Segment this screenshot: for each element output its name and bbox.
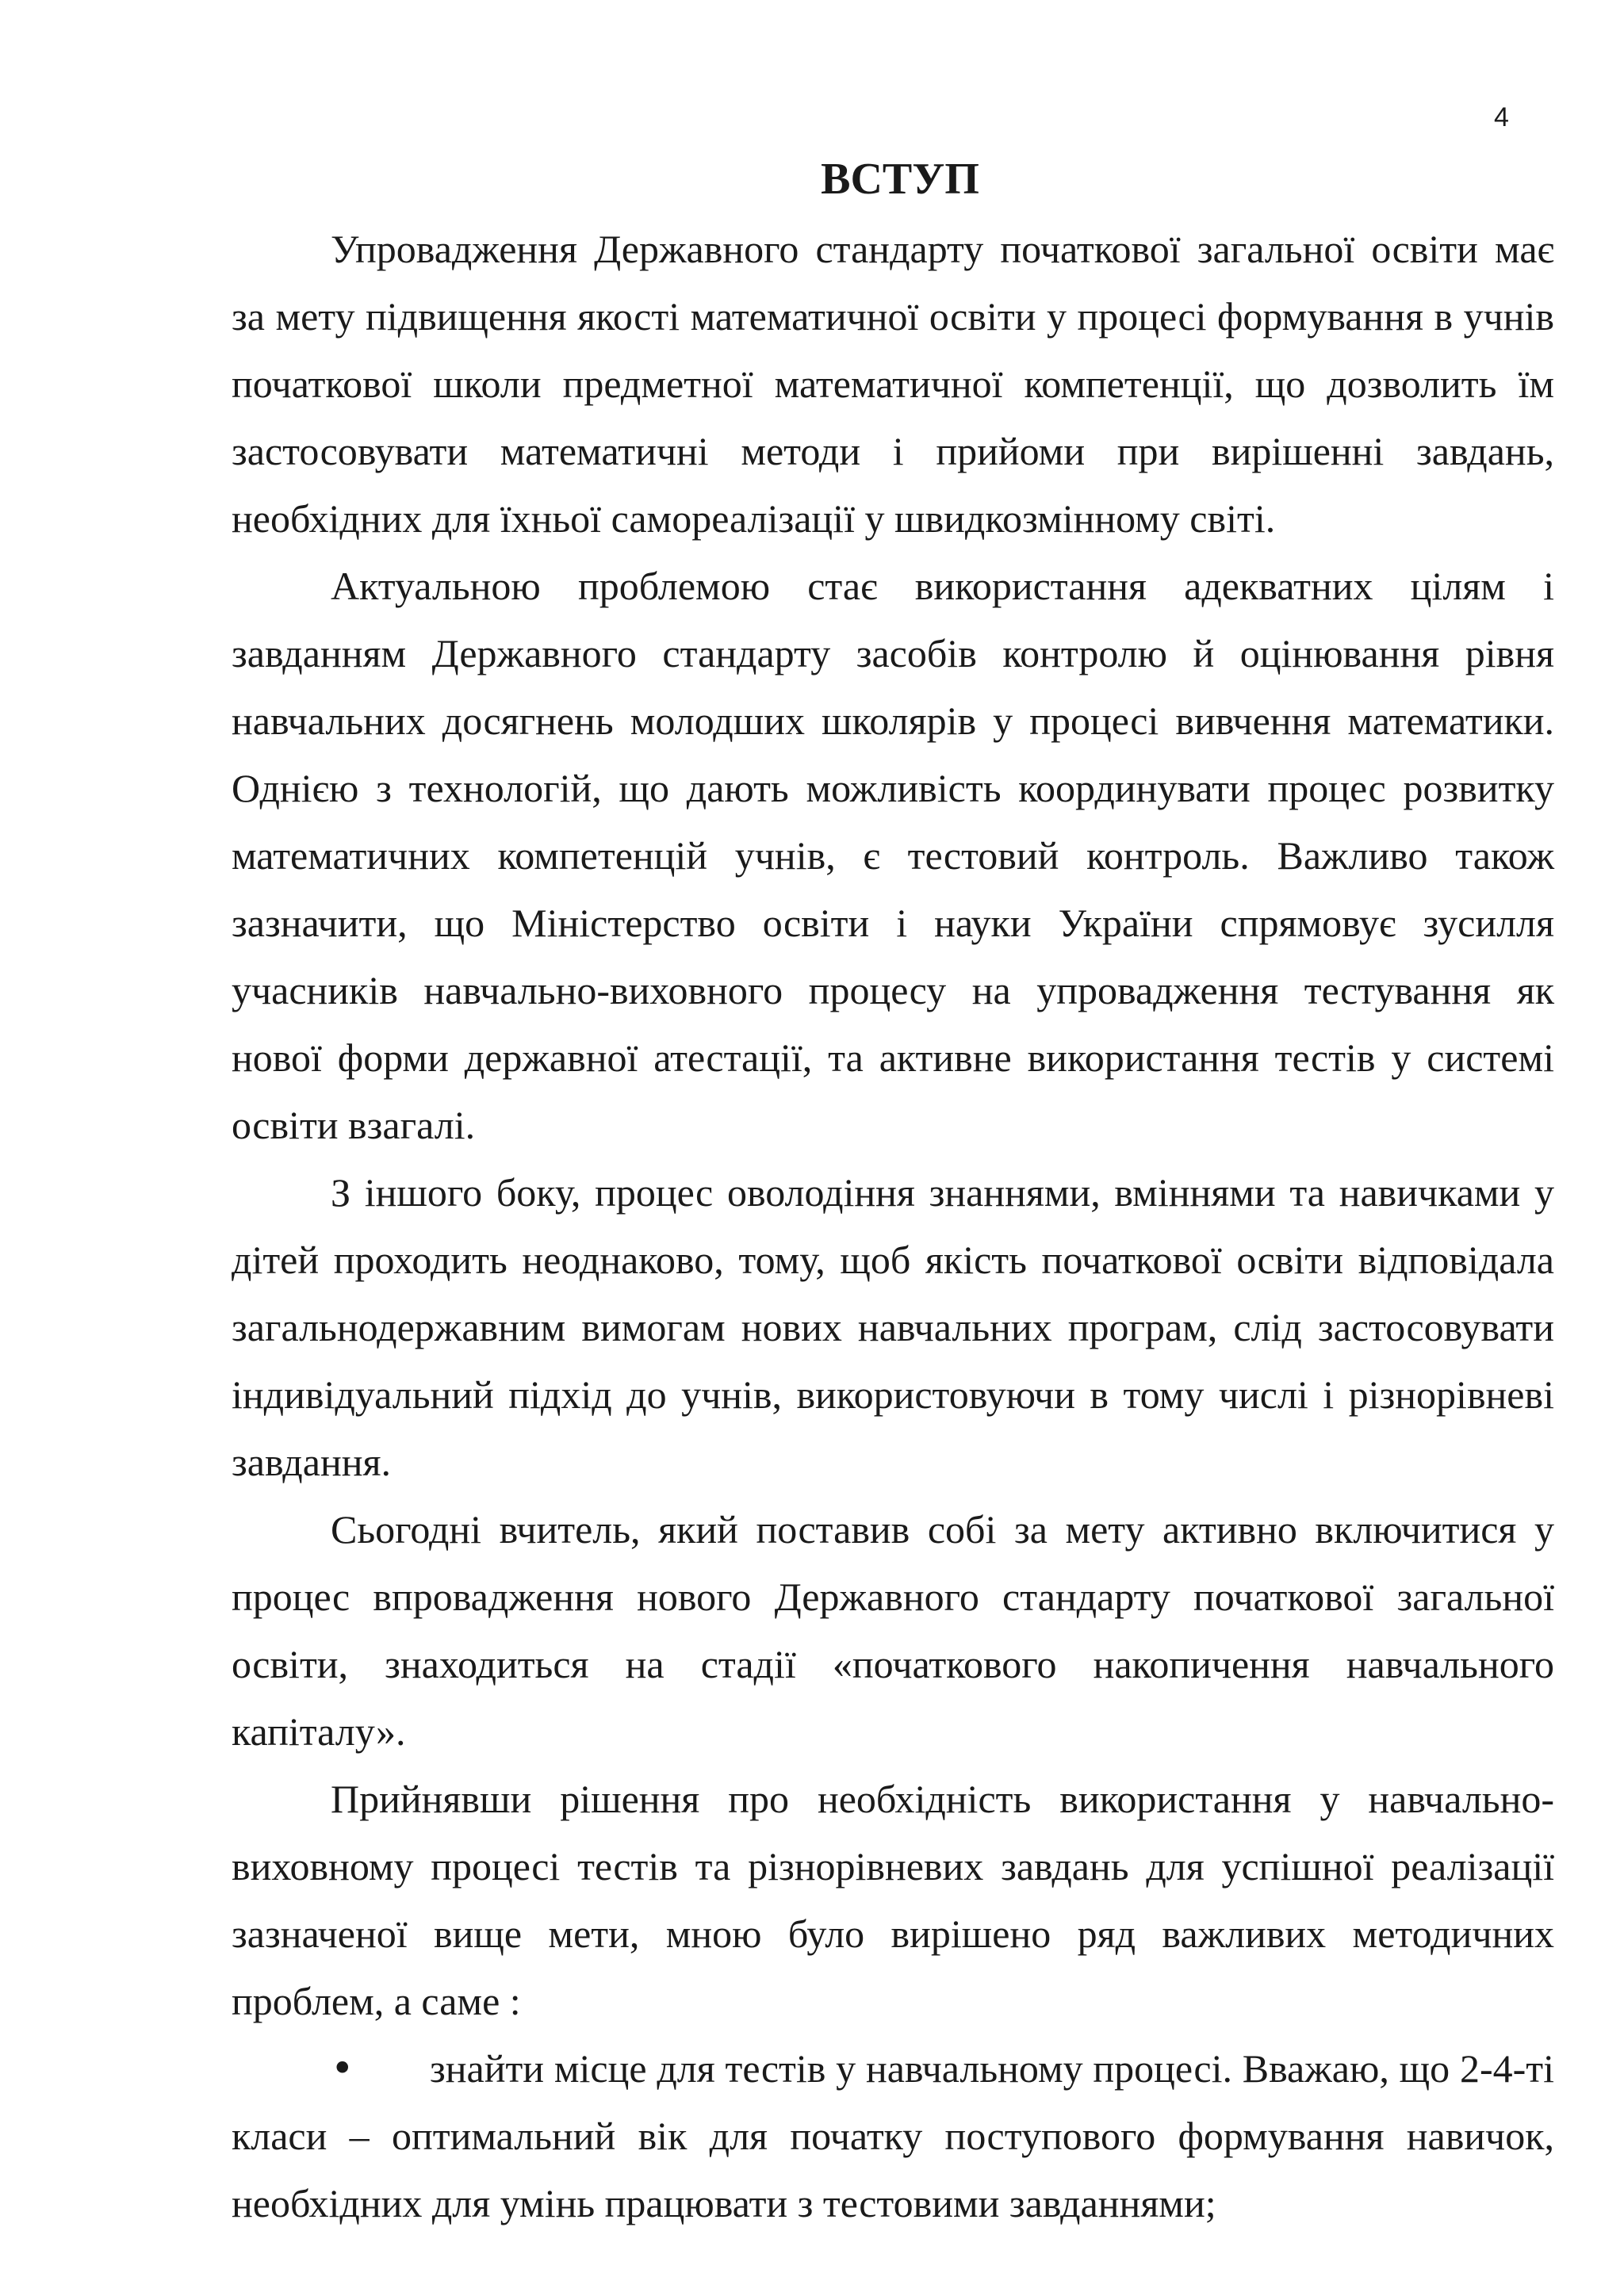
page-title: ВСТУП: [821, 155, 979, 204]
page-number: 4: [1494, 102, 1509, 132]
paragraph-4: Сьогодні вчитель, який поставив собі за мету активно включитися у процес впровадження нового Державного стандарту початкової загальної освіти, знаходиться на стадії «початкового накопичення навчального капіталу».: [232, 1507, 1554, 1754]
document-body: [232, 216, 1554, 2237]
list-item-text: знайти місце для тестів у навчальному процесі. Вважаю, що 2-4-ті класи – оптимальний вік для початку поступового формування навичок, необхідних для умінь працювати з тестовими завданнями;: [232, 2046, 1554, 2225]
list-item: [232, 2035, 1554, 2237]
bullet-list: [232, 2035, 1554, 2237]
bullet-icon: •: [331, 2045, 354, 2091]
paragraph-5: Прийнявши рішення про необхідність використання у навчально-виховному процесі тестів та різнорівневих завдань для успішної реалізації зазначеної вище мети, мною було вирішено ряд важливих методичних проблем, а саме :: [232, 1777, 1554, 2023]
paragraph-3: З іншого боку, процес оволодіння знаннями, вміннями та навичками у дітей проходить неоднаково, тому, щоб якість початкової освіти відповідала загальнодержавним вимогам нових навчальних програм, слід застосовувати індивідуальний підхід до учнів, використовуючи в тому числі і різнорівневі завдання.: [232, 1170, 1554, 1484]
paragraph-2: Актуальною проблемою стає використання адекватних цілям і завданням Державного стандарту засобів контролю й оцінювання рівня навчальних досягнень молодших школярів у процесі вивчення математики. Однією з технологій, що дають можливість координувати процес розвитку математичних компетенцій учнів, є тестовий контроль. Важливо також зазначити, що Міністерство освіти і науки України спрямовує зусилля учасників навчально-виховного процесу на упровадження тестування як нової форми державної атестації, та активне використання тестів у системі освіти взагалі.: [232, 564, 1554, 1147]
paragraph-1: Упровадження Державного стандарту початкової загальної освіти має за мету підвищення якості математичної освіти у процесі формування в учнів початкової школи предметної математичної компетенції, що дозволить їм застосовувати математичні методи і прийоми при вирішенні завдань, необхідних для їхньої самореалізації у швидкозмінному світі.: [232, 227, 1554, 541]
